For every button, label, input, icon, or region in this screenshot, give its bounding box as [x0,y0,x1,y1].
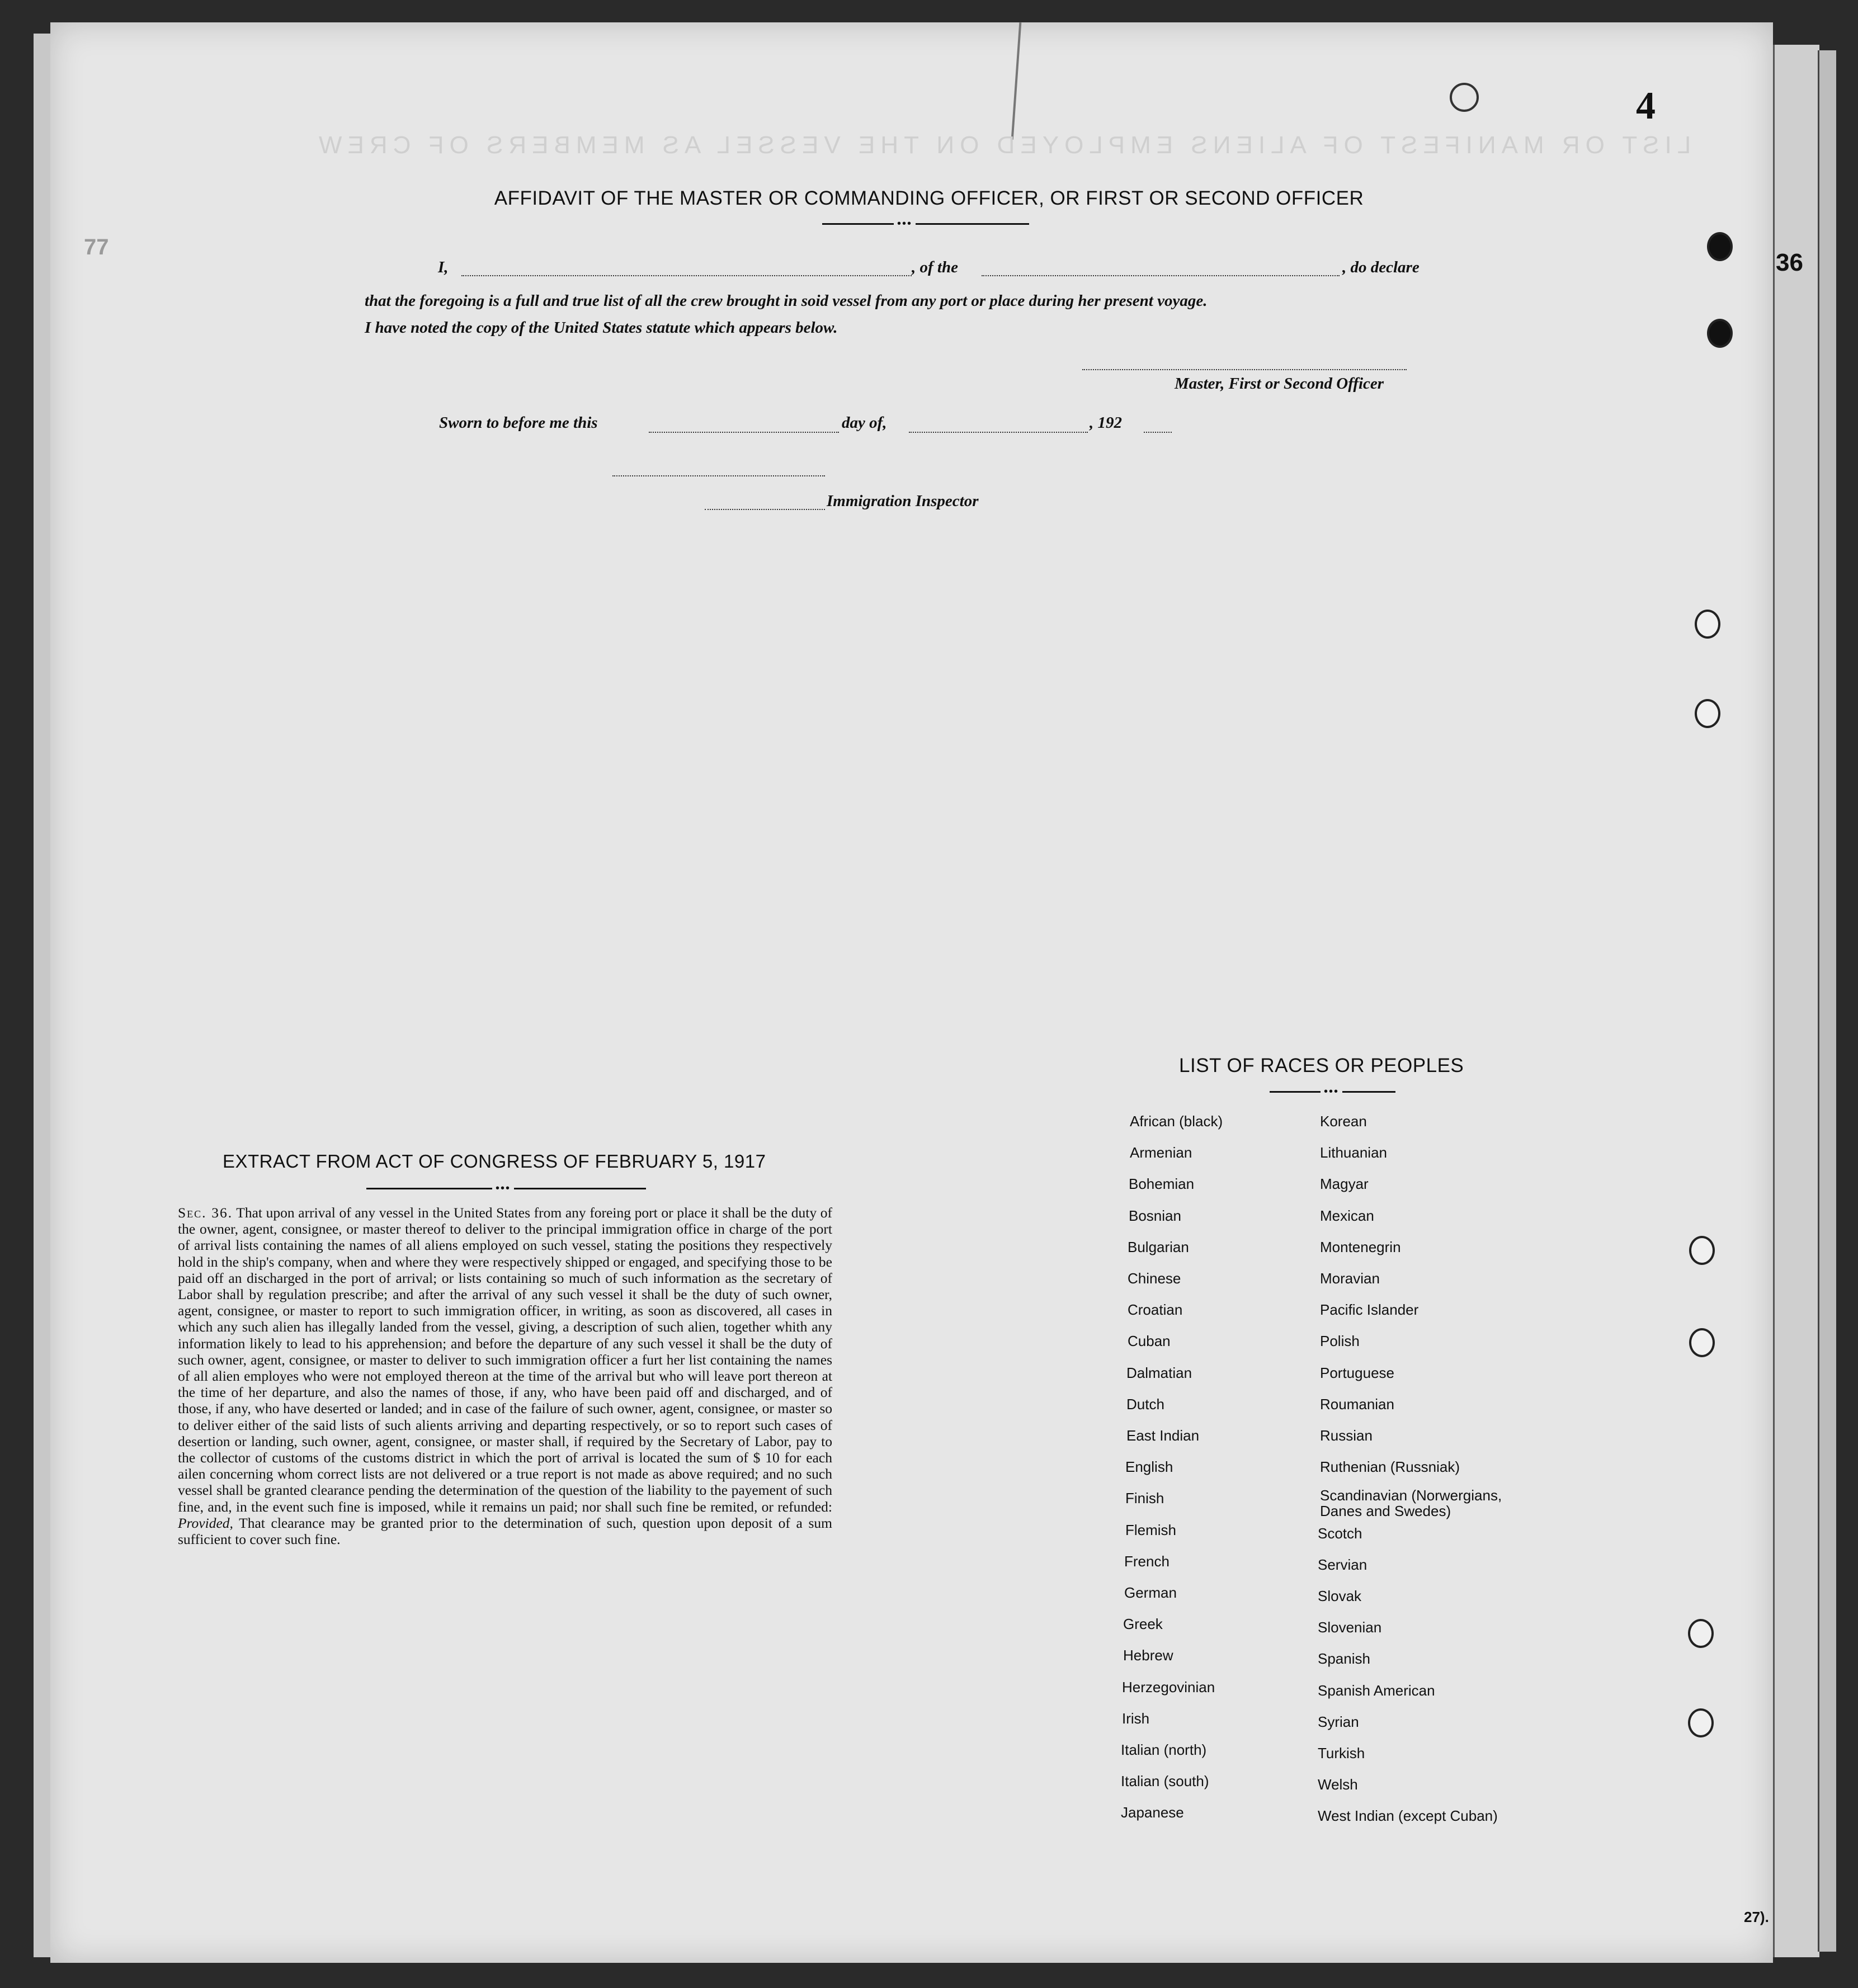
race-item: Turkish [1318,1745,1365,1762]
statute-body-1: That upon arrival of any vessel in the United States from any foreing port or place it shall be the duty of the owner, agent, consignee, or master thereof to deliver to the principal immigration office in charge of the port of arrival lists containing the names of all aliens employed on such vessel, stating the positions they respectively hold in the ship's company, when and where they were respectively shipped or engaged, and specifying those to be paid off an discharged in the port of arrival; or lists containing so much of such information as the secretary of Labor shall by regulation prescribe; and after the arrival of any such vessel it shall be the duty of such owner, agent, consignee, or master to report to such immigration officer, in writing, as soon as discovered, all cases in which any such alien has illegally landed from the vessel, giving, a description of such alien, together whith any information likely to lead to his apprehension; and before the departure of any such vessel it shall be the duty of such owner, agent, consignee, or master to deliver to such immigration officer a furt her list containing the names of all alien employes who were not employed thereon at the time of the arrival but who will leave port thereon at the time of her departure, and also the names of those, if any, who have been paid off and discharged, and of those, if any, who have deserted or landed; and in case of the failure of such owner, agent, consignee, or master so to deliver either of the said lists of such alients arriving and departing respectively, or so to report such cases of desertion or landing, such owner, agent, consignee, or master shall, if required by the Secretary of Labor, pay to the collector of customs of the customs district in which the port of arrival is located the sum of $ 10 for each ailen concerning whom correct lists are not delivered or a true report is not made as above required; and no such vessel shall be granted clearance pending the determination of the question of the liability to the payement of such fine, and, in the event such fine is imposed, while it remains un paid; nor shall such fine be remited, or refunded: [178,1205,832,1515]
race-item: French [1124,1552,1169,1570]
binder-hole-icon [1689,1328,1715,1357]
race-item: Scotch [1318,1524,1362,1542]
race-item: Slovenian [1318,1619,1382,1636]
race-item: Montenegrin [1320,1238,1401,1255]
binder-hole-icon [1695,699,1720,728]
race-item: Cuban [1128,1333,1171,1350]
statute-body-2: That clearance may be granted prior to the determination of such, question upon deposit of a sum sufficient to cover such fine. [178,1514,832,1548]
race-item: Polish [1320,1333,1360,1350]
race-item: Lithuanian [1320,1144,1387,1161]
ornament-dots: ••• [1321,1086,1342,1097]
race-item: Hebrew [1123,1647,1173,1664]
affidavit-declare-label: , do declare [1342,258,1420,276]
race-item: Spanish American [1318,1682,1435,1699]
top-right-handwritten-mark: 4 [1636,84,1656,128]
race-item: Japanese [1121,1804,1184,1821]
affidavit-title-ornament [822,223,1029,225]
left-margin-number: 77 [84,235,109,259]
race-item: Moravian [1320,1270,1380,1287]
master-signature-blank[interactable] [1082,369,1407,370]
race-item: African (black) [1130,1113,1223,1130]
race-item: Scandinavian (Norwergians, Danes and Swedes) [1320,1487,1502,1520]
race-item: Magyar [1320,1175,1369,1193]
stamp-circle-icon [1450,83,1479,112]
sworn-prefix: Sworn to before me this [439,414,598,432]
master-signature-label: Master, First or Second Officer [1175,375,1384,393]
race-item: Portuguese [1320,1364,1394,1381]
race-item: Finish [1125,1490,1164,1507]
race-item: Croatian [1128,1301,1183,1319]
race-item: Slovak [1318,1588,1362,1604]
affidavit-statute-line: I have noted the copy of the United States statute which appears below. [365,319,838,337]
race-item: Irish [1122,1710,1150,1727]
affidavit-title: AFFIDAVIT OF THE MASTER OR COMMANDING OFFICER, OR FIRST OR SECOND OFFICER [494,187,1364,209]
ornament-dots: ••• [894,218,916,229]
left-page-strip [34,34,50,1957]
race-item: English [1125,1458,1173,1476]
race-item: Armenian [1130,1144,1192,1161]
affidavit-of-the-label: , of the [912,258,958,276]
underlying-page-edge-2 [1818,50,1836,1952]
race-item: Roumanian [1320,1395,1394,1413]
race-item: Bulgarian [1128,1238,1189,1255]
sworn-day-blank[interactable] [649,432,839,433]
race-item: Bohemian [1129,1175,1195,1193]
extract-title: EXTRACT FROM ACT OF CONGRESS OF FEBRUARY 5, 1917 [223,1151,766,1172]
race-item: Italian (north) [1121,1741,1207,1758]
race-item: Servian [1318,1556,1367,1573]
race-item: Spanish [1318,1650,1370,1668]
binder-hole-icon [1688,1619,1714,1648]
underlying-page-edge [1773,45,1819,1957]
vessel-blank[interactable] [982,275,1340,276]
name-blank[interactable] [461,275,912,276]
race-item: West Indian (except Cuban) [1318,1807,1498,1825]
affidavit-i-label: I, [438,258,449,276]
statute-text [178,1205,832,1547]
race-item: Italian (south) [1121,1773,1209,1790]
race-item: Ruthenian (Russniak) [1320,1458,1460,1476]
race-item: Pacific Islander [1320,1301,1419,1319]
bottom-right-form-number: 27). [1744,1909,1769,1925]
right-margin-number: 36 [1776,249,1803,276]
race-item: Flemish [1125,1521,1177,1538]
sworn-year-blank[interactable] [1144,432,1172,433]
sworn-year: , 192 [1090,414,1122,432]
races-title: LIST OF RACES OR PEOPLES [1179,1055,1464,1076]
inspector-signature-blank-2[interactable] [705,509,825,510]
binder-hole-icon [1689,1236,1715,1265]
ornament-dots: ••• [492,1183,514,1194]
binder-hole-icon [1695,610,1720,639]
bleed-through-heading: LIST OR MANIFEST OF ALIENS EMPLOYED ON THE VESSEL AS MEMBERS OF CREW [313,131,1691,159]
sworn-day-of: day of, [842,414,887,432]
race-item: East Indian [1126,1427,1200,1444]
race-item: Russian [1320,1427,1373,1444]
race-item: Syrian [1318,1713,1359,1730]
race-item: Greek [1123,1616,1163,1633]
binder-hole-icon [1707,319,1733,348]
race-item: Dalmatian [1126,1364,1192,1381]
manifest-sheet [50,22,1773,1963]
inspector-signature-blank-1[interactable] [612,475,825,476]
binder-hole-icon [1707,232,1733,261]
race-item: Dutch [1126,1395,1164,1413]
race-item: Bosnian [1129,1207,1181,1224]
race-item: Herzegovinian [1122,1678,1215,1696]
inspector-label: Immigration Inspector [827,492,979,510]
race-item: Chinese [1128,1270,1181,1287]
section-label: Sec. 36. [178,1205,233,1221]
sworn-month-blank[interactable] [909,432,1088,433]
race-item: German [1124,1584,1177,1601]
affidavit-statement-line: that the foregoing is a full and true list of all the crew brought in soid vessel from any port or place during her present voyage. [365,292,1208,310]
race-item: Welsh [1318,1776,1358,1793]
race-item: Korean [1320,1113,1367,1130]
binder-hole-icon [1688,1708,1714,1737]
statute-provided: Provided, [178,1514,233,1531]
race-item: Mexican [1320,1207,1374,1224]
